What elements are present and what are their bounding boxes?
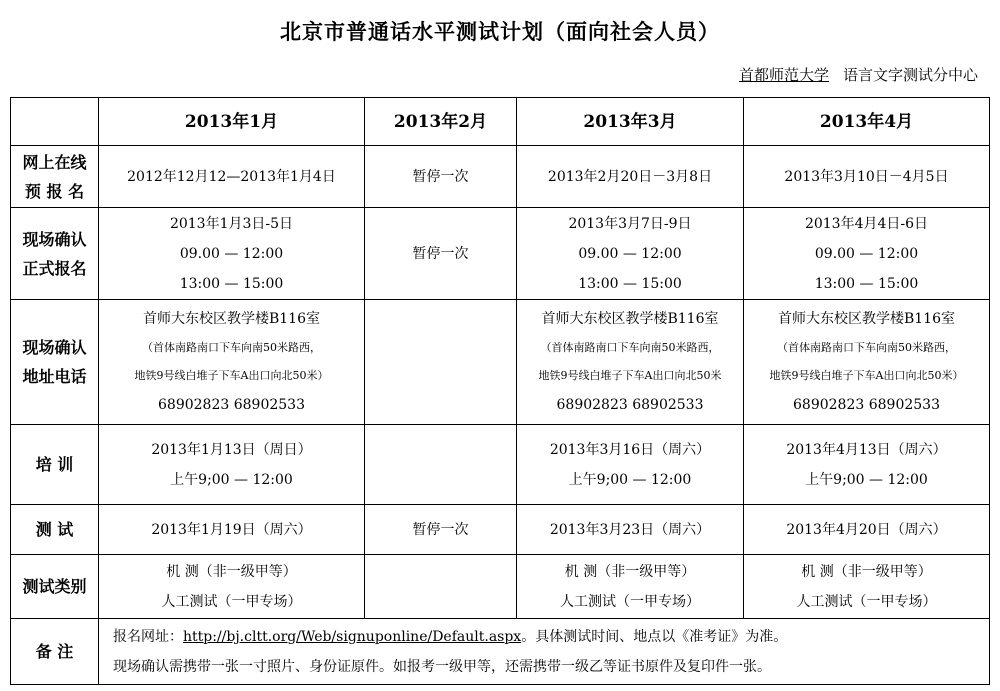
address-subway: 地铁9号线白堆子下车A出口向北50米） [134,369,329,382]
cell-test-mar: 2013年3月23日（周六） [517,505,744,555]
schedule-table [10,97,990,685]
confirm-time-pm: 13:00 — 15:00 [179,275,284,292]
issuer-dept: 语言文字测试分中心 [842,66,978,84]
page-title: 北京市普通话水平测试计划（面向社会人员） [280,19,720,44]
notes-cell [99,619,990,685]
notes-line-1 [113,622,989,652]
type-manual: 人工测试（一甲专场） [796,593,937,610]
training-time: 上午9;00 — 12:00 [170,471,293,488]
row-types [11,555,990,619]
col-header-mar: 2013年3月 [517,98,744,146]
header-row [11,98,990,146]
row-training [11,425,990,505]
cell-prereg-apr: 2013年3月10日－4月5日 [744,146,990,208]
row-confirm [11,208,990,300]
cell-confirm-apr [744,208,990,300]
cell-test-jan: 2013年1月19日（周六） [99,505,365,555]
cell-prereg-mar: 2013年2月20日－3月8日 [517,146,744,208]
address-building: 首师大东校区教学楼B116室 [142,311,320,327]
address-building: 首师大东校区教学楼B116室 [541,311,719,327]
type-machine: 机 测（非一级甲等） [564,563,696,580]
signup-link[interactable]: http://bj.cltt.org/Web/signuponline/Default.aspx [183,628,522,645]
cell-training-mar [517,425,744,505]
confirm-time-am: 09.00 — 12:00 [179,245,284,262]
cell-types-apr [744,555,990,619]
training-date: 2013年4月13日（周六） [786,441,947,458]
cell-prereg-feb: 暂停一次 [365,146,517,208]
address-phones: 68902823 68902533 [158,397,305,413]
cell-address-jan [99,300,365,425]
type-machine: 机 测（非一级甲等） [801,563,932,580]
col-header-feb: 2013年2月 [365,98,517,146]
cell-test-feb: 暂停一次 [365,505,517,555]
cell-training-jan [99,425,365,505]
confirm-time-am: 09.00 — 12:00 [578,245,682,262]
confirm-date: 2013年3月7日-9日 [568,215,692,232]
issuer-line [725,64,978,85]
confirm-time-am: 09.00 — 12:00 [814,245,919,262]
row-prereg [11,146,990,208]
address-subway: 地铁9号线白堆子下车A出口向北50米 [538,369,722,382]
cell-confirm-mar [517,208,744,300]
notes-line-2: 现场确认需携带一张一寸照片、身份证原件。如报考一级甲等，还需携带一级乙等证书原件及复印件一张。 [113,658,771,675]
col-header-apr: 2013年4月 [744,98,990,146]
row-test [11,505,990,555]
training-time: 上午9;00 — 12:00 [805,471,928,488]
training-date: 2013年3月16日（周六） [549,441,711,458]
row-label-line: 网上在线 [22,152,87,172]
notes-suffix: 。具体测试时间、地点以《准考证》为准。 [521,628,788,645]
address-subway: 地铁9号线白堆子下车A出口向北50米） [769,369,964,382]
address-bus: （首体南路南口下车向南50米路西， [142,341,321,354]
corner-cell [11,98,99,146]
training-time: 上午9;00 — 12:00 [568,471,692,488]
row-label-test: 测 试 [11,505,99,555]
notes-prefix: 报名网址： [113,628,183,645]
row-label-line: 正式报名 [22,258,87,278]
cell-types-feb [365,555,517,619]
issuer-org: 首都师范大学 [738,66,829,84]
row-label-line: 地址电话 [22,367,87,386]
confirm-time-pm: 13:00 — 15:00 [814,275,919,292]
cell-address-apr [744,300,990,425]
col-header-jan: 2013年1月 [99,98,365,146]
address-bus: （首体南路南口下车向南50米路西， [540,341,720,354]
address-phones: 68902823 68902533 [793,397,940,413]
confirm-date: 2013年4月4日-6日 [804,215,929,232]
cell-training-apr [744,425,990,505]
row-label-notes: 备 注 [11,619,99,685]
type-machine: 机 测（非一级甲等） [166,563,297,580]
row-label-confirm [11,208,99,300]
type-manual: 人工测试（一甲专场） [560,593,700,610]
address-bus: （首体南路南口下车向南50米路西， [777,341,956,354]
cell-types-mar [517,555,744,619]
cell-training-feb [365,425,517,505]
cell-confirm-jan [99,208,365,300]
row-notes [11,619,990,685]
cell-prereg-jan: 2012年12月12—2013年1月4日 [99,146,365,208]
address-building: 首师大东校区教学楼B116室 [777,311,955,327]
cell-address-feb [365,300,517,425]
row-label-line: 现场确认 [22,229,87,249]
cell-test-apr: 2013年4月20日（周六） [744,505,990,555]
cell-address-mar [517,300,744,425]
row-label-line: 预 报 名 [24,181,85,201]
confirm-date: 2013年1月3日-5日 [169,215,294,232]
row-label-line: 现场确认 [22,338,87,357]
row-label-prereg [11,146,99,208]
confirm-time-pm: 13:00 — 15:00 [578,275,682,292]
cell-confirm-feb: 暂停一次 [365,208,517,300]
row-address [11,300,990,425]
row-label-training: 培 训 [11,425,99,505]
row-label-types: 测试类别 [11,555,99,619]
type-manual: 人工测试（一甲专场） [161,593,302,610]
address-phones: 68902823 68902533 [556,397,704,413]
cell-types-jan [99,555,365,619]
row-label-address [11,300,99,425]
training-date: 2013年1月13日（周日） [151,441,312,458]
